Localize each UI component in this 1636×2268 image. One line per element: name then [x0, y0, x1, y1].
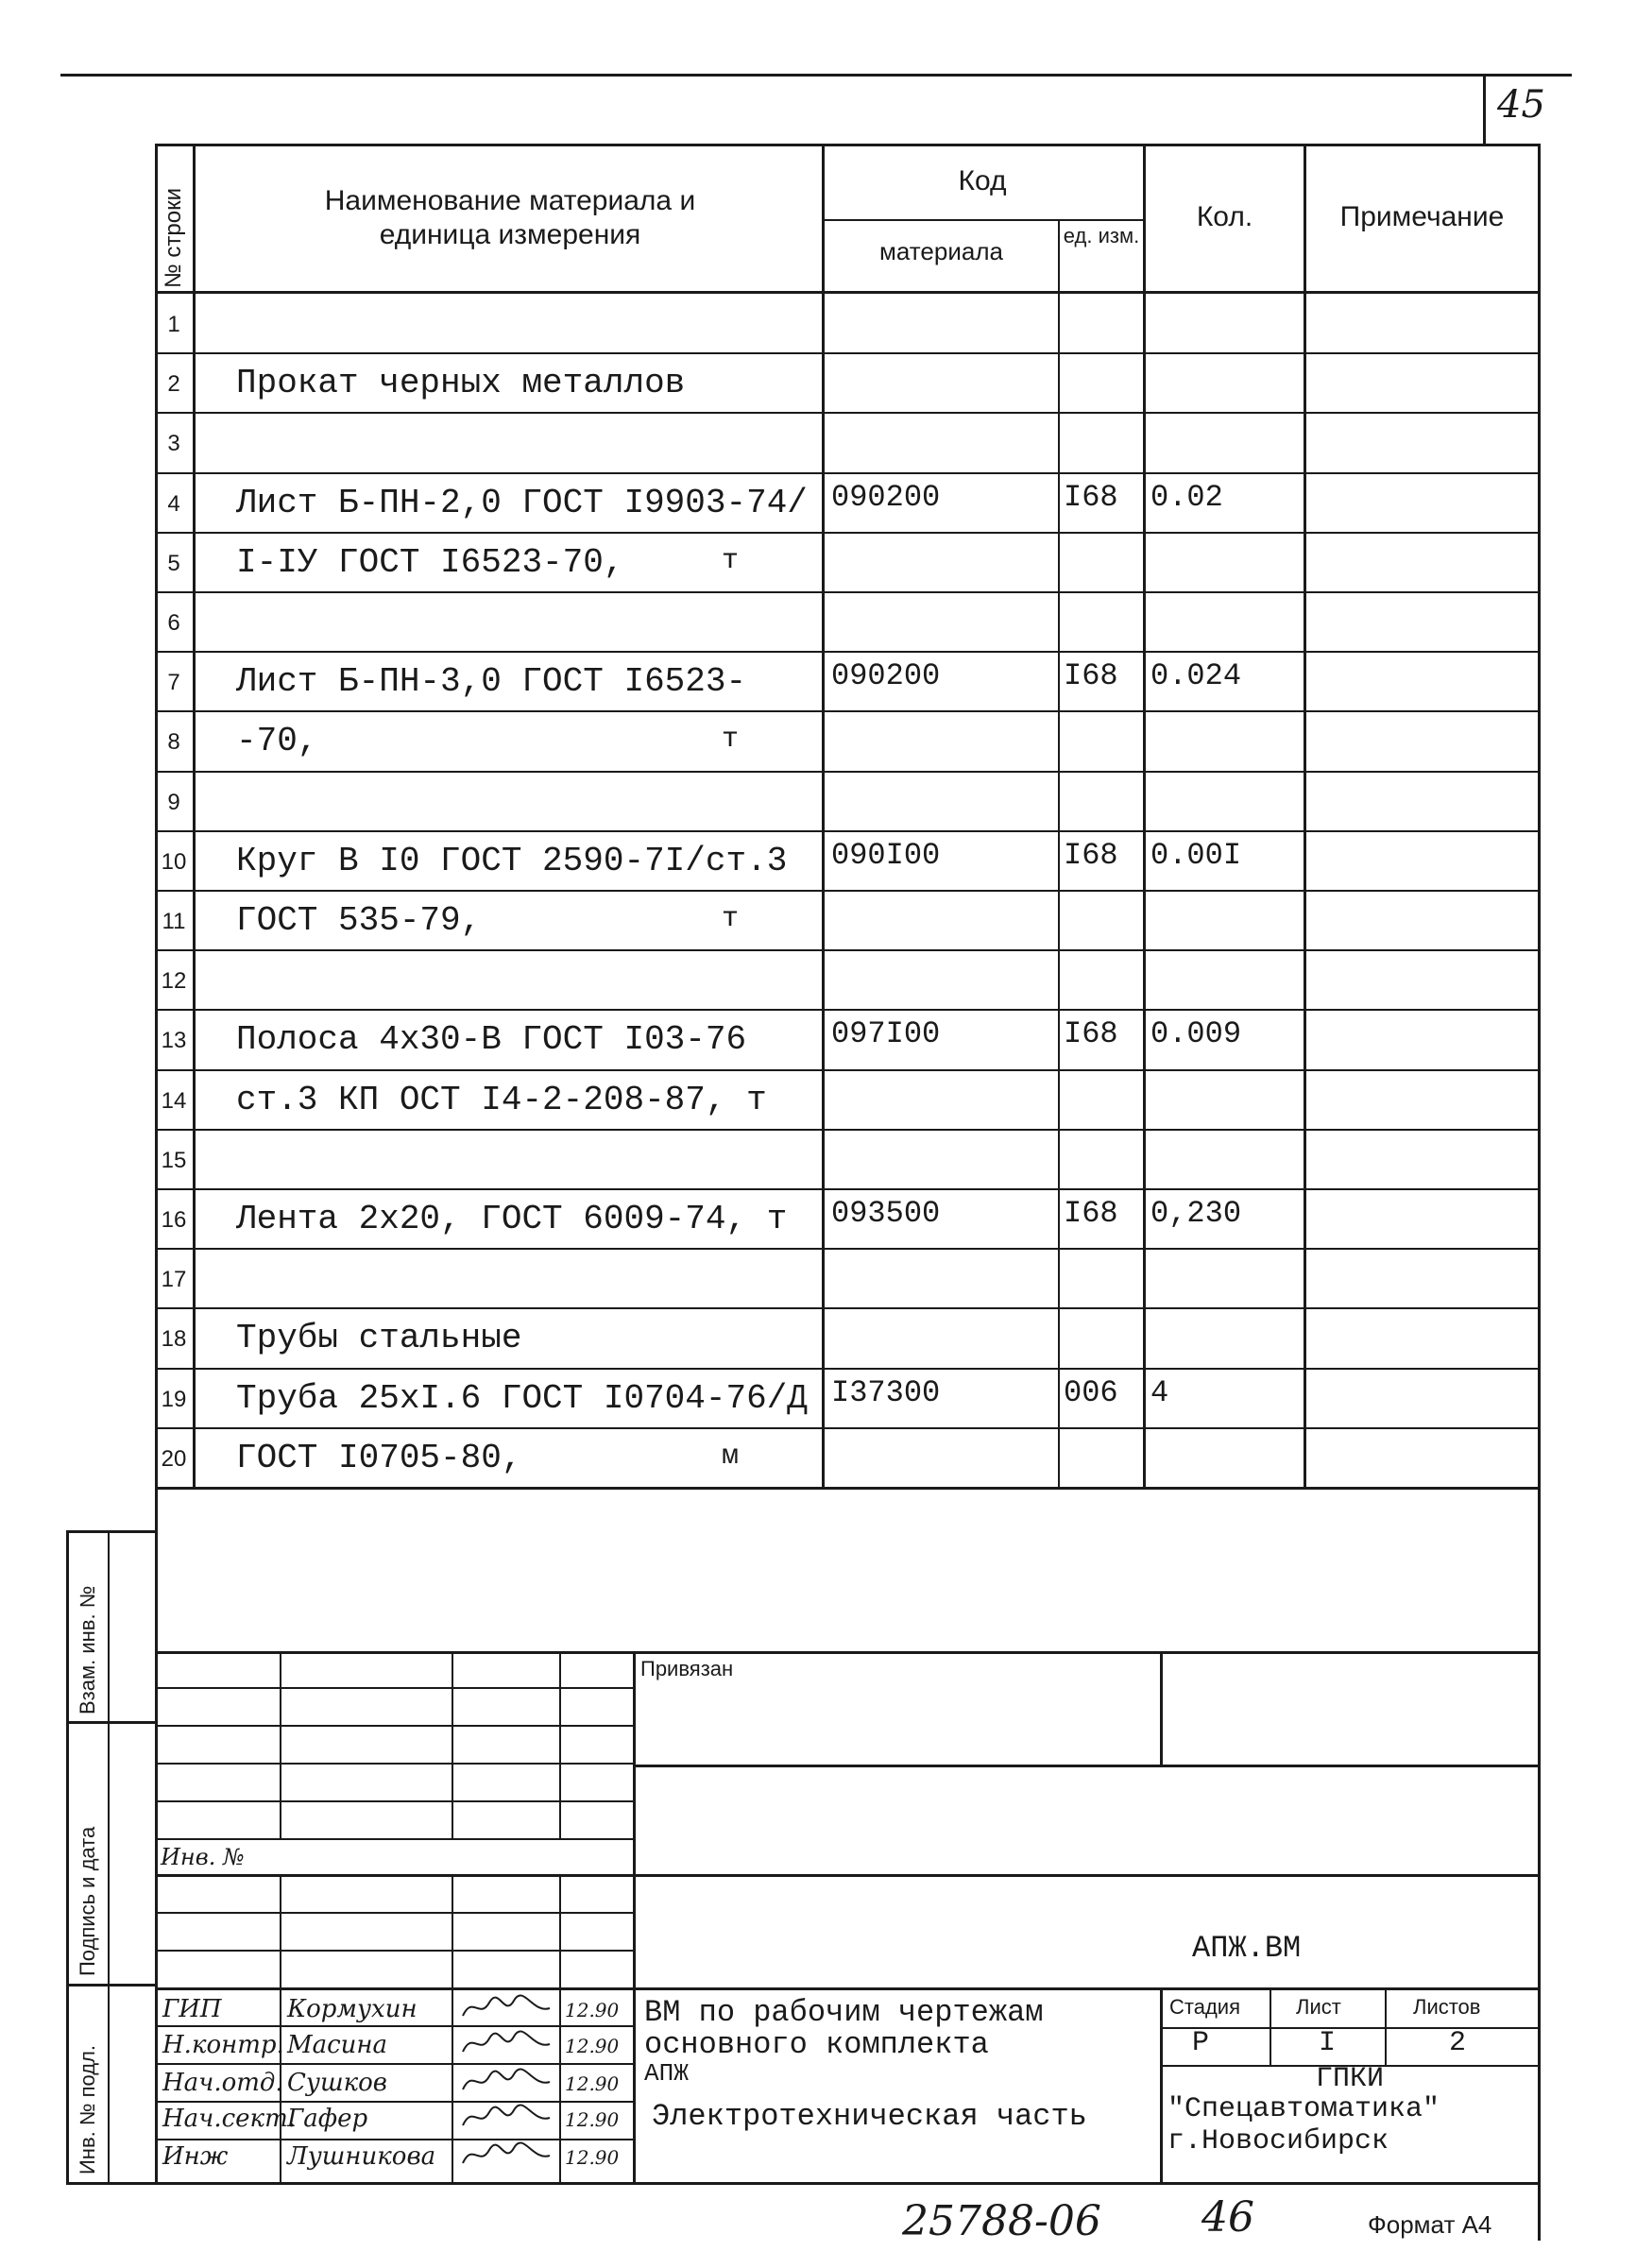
row-qty: 4 [1150, 1374, 1169, 1410]
row-name: Лист Б-ПН-2,0 ГОСТ I9903-74/ [236, 483, 808, 522]
table-row [155, 532, 1540, 591]
row-unit: I68 [1064, 1196, 1118, 1231]
row-number: 3 [167, 431, 180, 457]
signer-role: Нач.сект. [162, 2105, 297, 2133]
row-unit: I68 [1064, 479, 1118, 515]
row-number: 9 [167, 789, 180, 815]
frame-top [155, 144, 1540, 146]
row-name: ГОСТ 535-79, [236, 901, 482, 940]
header-note: Примечание [1339, 201, 1505, 232]
table-row [155, 472, 1540, 532]
org-line-2: "Спецавтоматика" [1167, 2093, 1440, 2125]
table-row [155, 830, 1540, 890]
row-number: 7 [167, 670, 180, 696]
table-row [155, 1368, 1540, 1427]
signer-name: Гафер [287, 2105, 368, 2133]
row-number: 8 [167, 729, 180, 756]
table-row [155, 591, 1540, 651]
row-unit: I68 [1064, 1016, 1118, 1052]
table-row [155, 1307, 1540, 1367]
header-row-no: № строки [161, 187, 186, 288]
table-row [155, 1427, 1540, 1487]
row-qty: 0.00I [1150, 837, 1242, 873]
row-number: 16 [161, 1207, 187, 1233]
row-name: -70, [236, 722, 318, 761]
signer-name: Лушникова [287, 2142, 436, 2171]
title-line-2: основного комплекта [644, 2027, 989, 2062]
table-row [155, 1069, 1540, 1129]
signer-role: Нач.отд. [162, 2069, 283, 2097]
row-number: 2 [167, 371, 180, 398]
side-label-vzam: Взам. инв. № [76, 1585, 99, 1714]
row-code: 097I00 [831, 1016, 941, 1052]
signer-date: 12.90 [565, 2108, 620, 2131]
row-number: 13 [161, 1028, 187, 1054]
row-unit-suffix: м [722, 1440, 740, 1473]
row-number: 6 [167, 610, 180, 636]
signer-role: Н.контр. [162, 2031, 284, 2059]
table-row [155, 1248, 1540, 1307]
signature-mark [459, 2101, 554, 2133]
format-label: Формат А4 [1368, 2210, 1492, 2239]
row-name: Прокат черных металлов [236, 364, 686, 403]
row-name: ГОСТ I0705-80, [236, 1438, 522, 1477]
signer-name: Масина [287, 2031, 388, 2059]
sheet-value: I [1319, 2027, 1337, 2059]
sheet-label: Лист [1296, 1995, 1341, 2019]
header-code-material: материала [879, 237, 1003, 265]
row-unit-suffix: т [722, 544, 740, 577]
row-code: 093500 [831, 1196, 941, 1231]
row-name: Труба 25хI.6 ГОСТ I0704-76/Д [236, 1378, 808, 1418]
top-rule [60, 74, 1572, 77]
table-row [155, 352, 1540, 412]
designation: АПЖ.ВМ [1192, 1931, 1302, 1966]
table-row [155, 412, 1540, 471]
header-code-unit: ед. изм. [1063, 224, 1140, 247]
stage-label: Стадия [1169, 1995, 1240, 2019]
page-mark-box-left [1483, 76, 1486, 145]
row-number: 15 [161, 1147, 187, 1173]
row-qty: 0.02 [1150, 479, 1223, 515]
title-line-4: Электротехническая часть [652, 2099, 1087, 2134]
page-mark: 45 [1497, 83, 1545, 127]
table-row [155, 293, 1540, 352]
signer-role: Инж [162, 2142, 229, 2171]
row-code: 090200 [831, 658, 941, 694]
row-number: 18 [161, 1326, 187, 1353]
signer-date: 12.90 [565, 2072, 620, 2095]
row-unit: I68 [1064, 658, 1118, 694]
signature-mark [459, 2139, 554, 2171]
row-unit: 006 [1064, 1374, 1118, 1410]
signature-mark [459, 2027, 554, 2059]
org-line-3: г.Новосибирск [1167, 2125, 1389, 2157]
row-qty: 0,230 [1150, 1196, 1242, 1231]
row-name: Лист Б-ПН-3,0 ГОСТ I6523- [236, 662, 747, 702]
row-code: 090I00 [831, 837, 941, 873]
table-row [155, 1009, 1540, 1068]
row-name: Круг В I0 ГОСТ 2590-7I/ст.3 [236, 841, 788, 880]
row-unit: I68 [1064, 837, 1118, 873]
row-unit-suffix: т [722, 724, 740, 757]
table-row [155, 949, 1540, 1009]
row-qty: 0.024 [1150, 658, 1242, 694]
table-row [155, 1129, 1540, 1188]
row-name: ст.3 КП ОСТ I4-2-208-87, т [236, 1080, 767, 1119]
row-number: 14 [161, 1087, 187, 1114]
table-bottom [155, 1487, 1540, 1490]
row-name: Лента 2х20, ГОСТ 6009-74, т [236, 1200, 788, 1238]
doc-number: 25788-06 [902, 2197, 1101, 2245]
stage-value: Р [1192, 2027, 1210, 2059]
signature-mark [459, 2065, 554, 2097]
side-label-podpis: Подпись и дата [76, 1826, 99, 1976]
row-code: I37300 [831, 1374, 941, 1410]
row-qty: 0.009 [1150, 1016, 1242, 1052]
signer-name: Сушков [287, 2069, 387, 2097]
title-line-3: АПЖ [644, 2059, 689, 2088]
privyazan-label: Привязан [640, 1657, 734, 1680]
row-number: 12 [161, 968, 187, 995]
row-number: 4 [167, 490, 180, 517]
table-row [155, 651, 1540, 710]
table-row [155, 771, 1540, 830]
sheets-value: 2 [1449, 2027, 1467, 2059]
table-row [155, 1188, 1540, 1248]
inv-no-label: Инв. № [161, 1844, 245, 1870]
row-number: 11 [162, 909, 186, 934]
signer-role: ГИП [162, 1995, 222, 2023]
row-number: 5 [167, 550, 180, 576]
signer-name: Кормухин [287, 1995, 418, 2023]
signer-date: 12.90 [565, 2035, 620, 2057]
table-row [155, 890, 1540, 949]
page-number: 46 [1201, 2193, 1254, 2242]
sheets-label: Листов [1413, 1995, 1481, 2019]
row-number: 20 [161, 1445, 187, 1472]
row-name: I-IУ ГОСТ I6523-70, [236, 542, 624, 582]
header-name: Наименование материала и единица измерения [324, 185, 696, 250]
row-name: Полоса 4х30-В ГОСТ I03-76 [236, 1020, 747, 1060]
org-line-1: ГПКИ [1315, 2063, 1384, 2095]
header-code: Код [958, 165, 1007, 196]
signer-date: 12.90 [565, 1999, 620, 2021]
side-label-inv-podl: Инв. № подл. [76, 2044, 99, 2174]
row-number: 1 [167, 312, 180, 337]
row-number: 10 [161, 848, 187, 875]
row-name: Трубы стальные [236, 1319, 522, 1358]
signature-mark [459, 1991, 554, 2023]
row-code: 090200 [831, 479, 941, 515]
title-line-1: ВМ по рабочим чертежам [644, 1995, 1044, 2030]
row-number: 19 [161, 1386, 187, 1412]
table-row [155, 710, 1540, 770]
header-qty: Кол. [1196, 201, 1253, 232]
row-number: 17 [161, 1267, 187, 1293]
row-unit-suffix: т [722, 903, 740, 935]
signer-date: 12.90 [565, 2146, 620, 2169]
